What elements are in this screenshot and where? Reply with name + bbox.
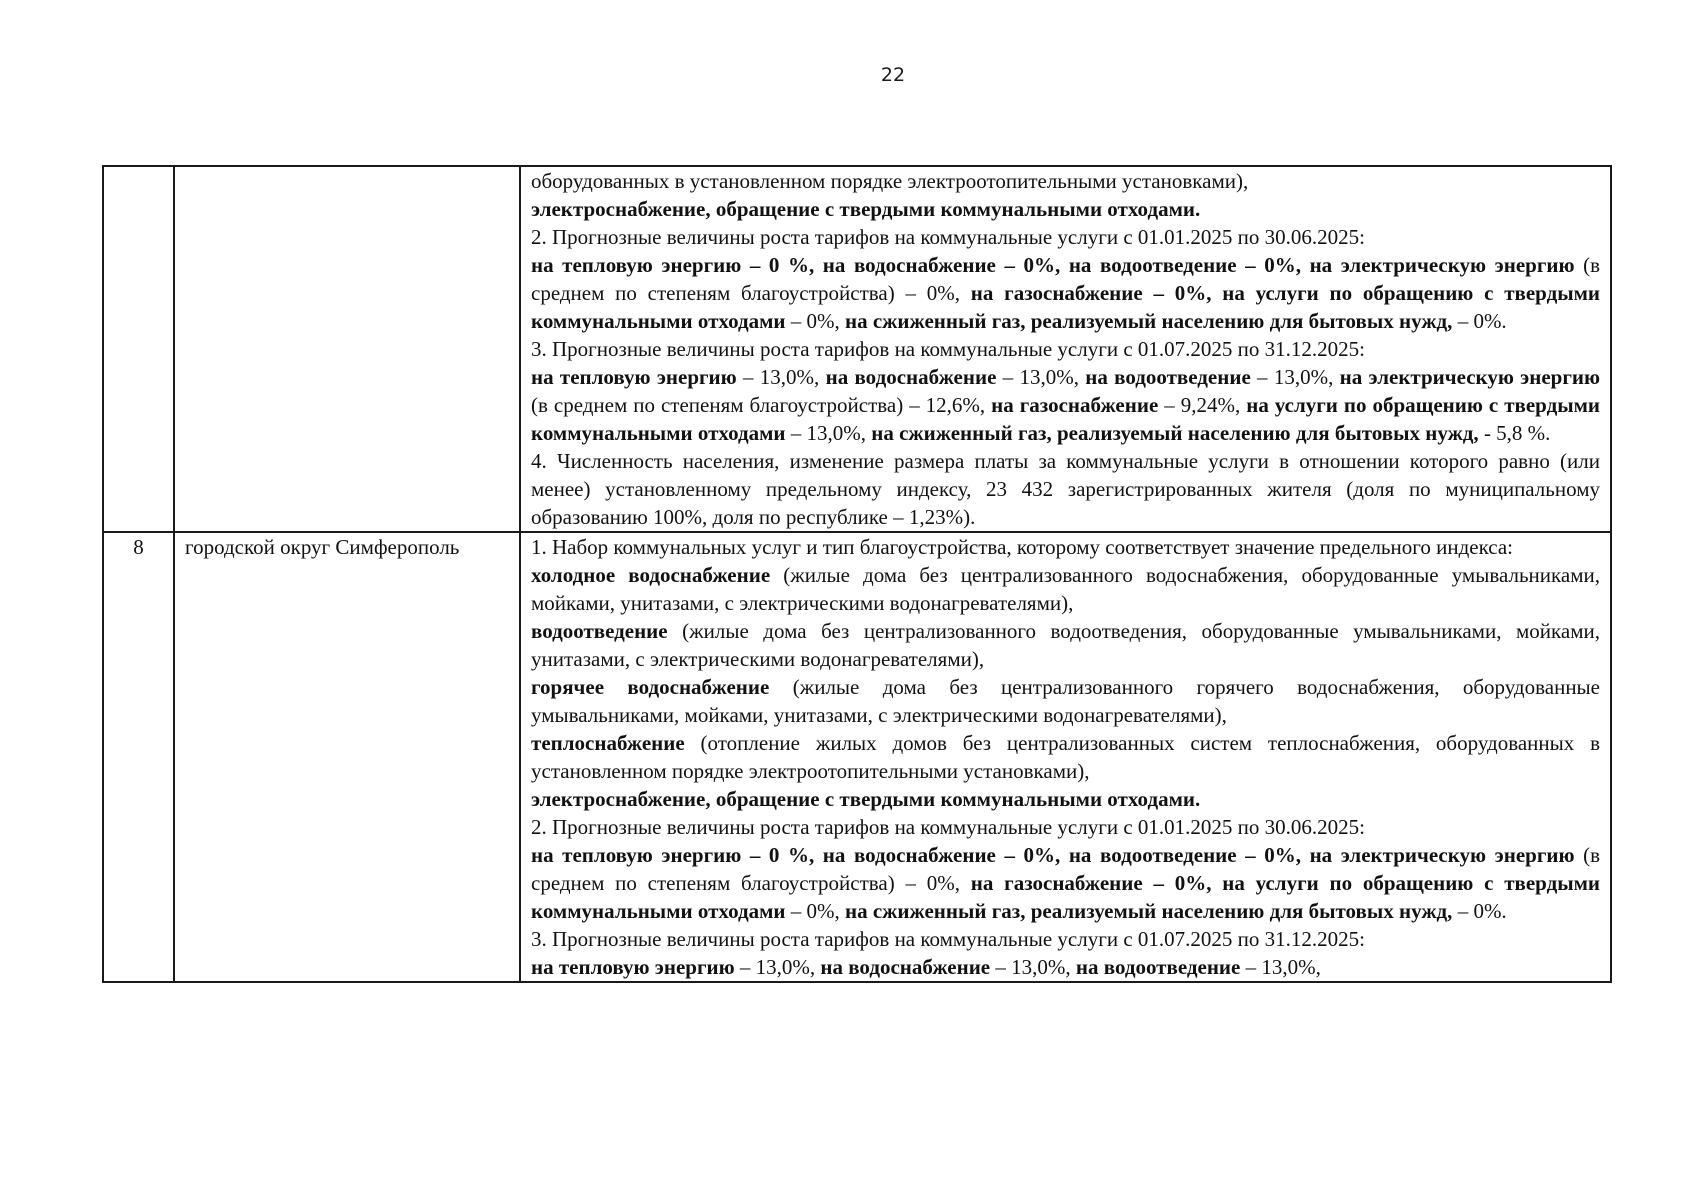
tariffs-h2-values: на тепловую энергию – 13,0%, на водоснабжение – 13,0%, на водоотведение – 13,0%,	[531, 955, 1321, 979]
paragraph-population: 4. Численность населения, изменение размера платы за коммунальные услуги в отношении которого равно (или менее) установленному предельному индексу, 23 432 зарегистрированных жителя (доля по муниципальному образованию 100%, доля по республике – 1,23%).	[531, 449, 1600, 529]
tariff-table	[102, 165, 1612, 983]
service-electricity-waste: электроснабжение, обращение с твердыми коммунальными отходами.	[531, 787, 1201, 811]
description-cell	[520, 532, 1611, 982]
table-row	[103, 166, 1611, 532]
tariffs-h1-values: на тепловую энергию – 0 %, на водоснабжение – 0%, на водоотведение – 0%, на электрическую энергию (в среднем по степеням благоустройства) – 0%, на газоснабжение – 0%, на услуги по обращению с твердыми коммунальными отходами – 0%, на сжиженный газ, реализуемый населению для бытовых нужд, – 0%.	[531, 843, 1601, 923]
tariffs-h1-values: на тепловую энергию – 0 %, на водоснабжение – 0%, на водоотведение – 0%, на электрическую энергию (в среднем по степеням благоустройства) – 0%, на газоснабжение – 0%, на услуги по обращению с твердыми коммунальными отходами – 0%, на сжиженный газ, реализуемый населению для бытовых нужд, – 0%.	[531, 253, 1601, 333]
paragraph-services-tail: электроснабжение, обращение с твердыми коммунальными отходами.	[531, 197, 1201, 221]
municipality-cell: городской округ Симферополь	[174, 532, 520, 982]
municipality-cell	[174, 166, 520, 532]
paragraph-tariffs-h1: 2. Прогнозные величины роста тарифов на коммунальные услуги с 01.01.2025 по 30.06.2025:	[531, 225, 1365, 249]
paragraph-tariffs-h2: 3. Прогнозные величины роста тарифов на коммунальные услуги с 01.07.2025 по 31.12.2025:	[531, 927, 1365, 951]
service-cold-water: холодное водоснабжение (жилые дома без централизованного водоснабжения, оборудованные умывальниками, мойками, унитазами, с электрическими водонагревателями),	[531, 563, 1600, 615]
row-number-cell	[103, 166, 174, 532]
row-number-cell: 8	[103, 532, 174, 982]
paragraph-services-continued: оборудованных в установленном порядке электроотопительными установками),	[531, 169, 1249, 193]
paragraph-tariffs-h2: 3. Прогнозные величины роста тарифов на коммунальные услуги с 01.07.2025 по 31.12.2025:	[531, 337, 1365, 361]
paragraph-tariffs-h1: 2. Прогнозные величины роста тарифов на коммунальные услуги с 01.01.2025 по 30.06.2025:	[531, 815, 1365, 839]
service-heating: теплоснабжение (отопление жилых домов без централизованных систем теплоснабжения, оборудованных в установленном порядке электроотопительными установками),	[531, 731, 1600, 783]
page-number: 22	[880, 64, 906, 86]
paragraph-services-head: 1. Набор коммунальных услуг и тип благоустройства, которому соответствует значение предельного индекса:	[531, 535, 1513, 559]
tariffs-h2-values: на тепловую энергию – 13,0%, на водоснабжение – 13,0%, на водоотведение – 13,0%, на электрическую энергию (в среднем по степеням благоустройства) – 12,6%, на газоснабжение – 9,24%, на услуги по обращению с твердыми коммунальными отходами – 13,0%, на сжиженный газ, реализуемый населению для бытовых нужд, - 5,8 %.	[531, 365, 1601, 445]
table-row	[103, 532, 1611, 982]
service-drainage: водоотведение (жилые дома без централизованного водоотведения, оборудованные умывальниками, мойками, унитазами, с электрическими водонагревателями),	[531, 619, 1600, 671]
service-hot-water: горячее водоснабжение (жилые дома без централизованного горячего водоснабжения, оборудованные умывальниками, мойками, унитазами, с электрическими водонагревателями),	[531, 675, 1600, 727]
description-cell	[520, 166, 1611, 532]
